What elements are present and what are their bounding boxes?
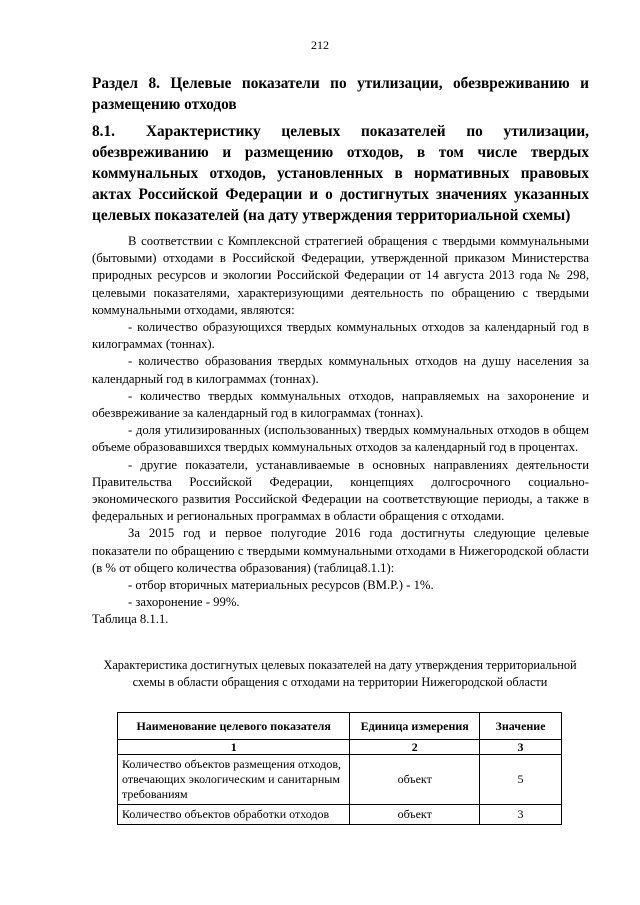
unit-cell: объект [350,805,480,825]
table-caption: Характеристика достигнутых целевых показателей на дату утверждения территориальной схемы в области обращения с отходами на территории Нижегородской области [103,658,577,689]
section-heading: Раздел 8. Целевые показатели по утилизации, обезвреживанию и размещению отходов [92,75,589,113]
list-item: - количество образования твердых коммунальных отходов на душу населения за календарный год в килограммах (тоннах). [92,354,589,386]
subsection-number: 8.1. [92,123,115,140]
list-item: - захоронение - 99%. [128,595,240,610]
body-text [92,233,589,629]
table-row [118,755,562,805]
list-item: - другие показатели, устанавливаемые в основных направлениях деятельности Правительства Российской Федерации, концепциях долгосрочного социально- экономического развития Российской Федерации на соответствующие периоды, а также в федеральных и региональных программах в области обращения с отходами. [92,457,589,524]
column-number: 3 [480,740,562,755]
header-value: Значение [480,713,562,740]
table-header-row [118,713,562,740]
subsection-heading [92,121,589,226]
list-item: - доля утилизированных (использованных) твердых коммунальных отходов в общем объеме образовавшихся твердых коммунальных отходов за календарный год в процентах. [92,423,589,455]
column-number: 2 [350,740,480,755]
table-label: Таблица 8.1.1. [92,612,169,627]
list-item: - количество твердых коммунальных отходов, направляемых на захоронение и обезвреживание за календарный год в килограммах (тоннах). [92,388,589,421]
paragraph-results: За 2015 год и первое полугодие 2016 года достигнуты следующие целевые показатели по обращению с твердыми коммунальными отходами в Нижегородской области (в % от общего количества образования) (таблица8.1.1): [92,526,589,575]
column-number-row [118,740,562,755]
list-item: - отбор вторичных материальных ресурсов (ВМ.Р.) - 1%. [128,578,434,593]
column-number: 1 [118,740,350,755]
indicator-name: Количество объектов обработки отходов [118,805,350,825]
unit-cell: объект [350,755,480,805]
indicator-name: Количество объектов размещения отходов, отвечающих экологическим и санитарным требованиям [118,755,350,805]
subsection-title: Характеристику целевых показателей по утилизации, обезвреживанию и размещению отходов, в том числе твердых коммунальных отходов, установленных в нормативных правовых актах Российской Федерации и о достигнутых значениях указанных целевых показателей (на дату утверждения территориальной схемы) [92,123,589,224]
table-row [118,805,562,825]
indicators-table [117,712,562,825]
paragraph-intro: В соответствии с Комплексной стратегией обращения с твердыми коммунальными (бытовыми) отходами в Российской Федерации, утвержденной приказом Министерства природных ресурсов и экологии Российской Федерации от 14 августа 2013 года № 298, целевыми показателями, характеризующими деятельность по обращению с твердыми коммунальными отходами, являются: [92,234,589,317]
value-cell: 3 [480,805,562,825]
header-unit: Единица измерения [350,713,480,740]
header-indicator-name: Наименование целевого показателя [118,713,350,740]
value-cell: 5 [480,755,562,805]
list-item: - количество образующихся твердых коммунальных отходов за календарный год в килограммах (тоннах). [92,320,589,352]
page-number: 212 [311,38,329,52]
